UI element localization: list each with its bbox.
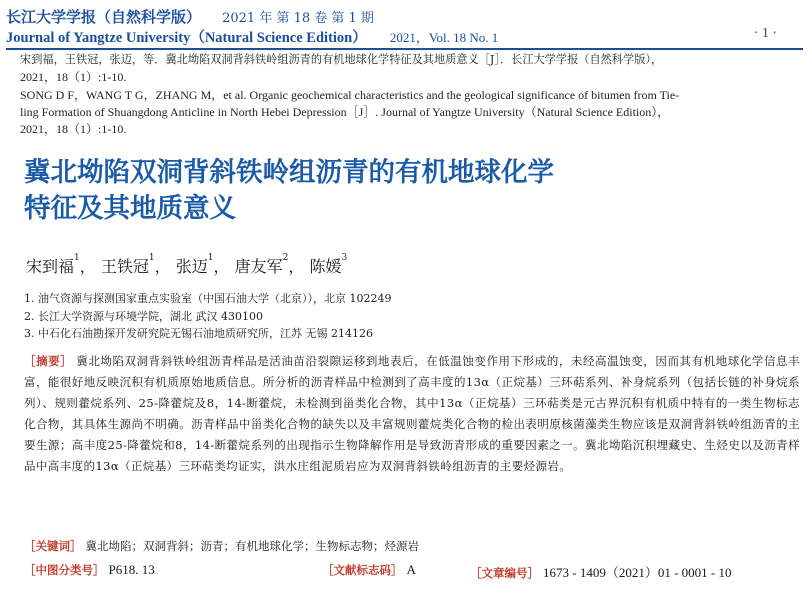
keywords-text: 冀北坳陷；双洞背斜；沥青；有机地球化学；生物标志物；烃源岩 bbox=[85, 539, 419, 553]
journal-header bbox=[6, 4, 803, 46]
clc-number bbox=[24, 562, 155, 578]
affiliation-item: 1. 油气资源与探测国家重点实验室（中国石油大学（北京）），北京 102249 bbox=[24, 292, 392, 305]
journal-name-en: Journal of Yangtze University（Natural Science Edition） bbox=[6, 30, 367, 46]
citation-en-line3: 2021，18（1）:1-10. bbox=[20, 122, 127, 136]
author-affiliation-mark: 1 bbox=[74, 253, 80, 263]
author-affiliation-mark: 1 bbox=[207, 253, 214, 263]
article-number-label: ［文章编号］ bbox=[470, 566, 539, 580]
citation-en-line2: ling Formation of Shuangdong Anticline in North Hebei Depression［J］. Journal of Yangtze University（Natural Science Edition）， bbox=[20, 105, 670, 119]
author-name: 陈媛 bbox=[309, 257, 342, 276]
citation-cn-line1: 宋到福，王铁冠，张迈，等．冀北坳陷双洞背斜铁岭组沥青的有机地球化学特征及其地质意义［J］．长江大学学报（自然科学版）， bbox=[20, 53, 663, 66]
author-separator: ， bbox=[154, 257, 171, 276]
keywords bbox=[24, 538, 419, 554]
affiliation-list bbox=[24, 290, 391, 343]
article-title-line2: 特征及其地质意义 bbox=[24, 193, 236, 224]
citation-cn-line2: 2021，18（1）:1-10. bbox=[20, 70, 127, 84]
document-code-value: A bbox=[406, 562, 416, 577]
author-name: 王铁冠 bbox=[100, 257, 149, 276]
author-name: 张迈 bbox=[175, 257, 208, 276]
author-name: 宋到福 bbox=[26, 257, 75, 276]
article-title-line1: 冀北坳陷双洞背斜铁岭组沥青的有机地球化学 bbox=[24, 157, 554, 188]
article-number bbox=[470, 562, 732, 581]
citation-en-line1: SONG D F，WANG T G，ZHANG M，et al. Organic geochemical characteristics and the geological significance of bitumen from Tie- bbox=[20, 88, 680, 102]
header-divider bbox=[6, 48, 803, 50]
abstract bbox=[24, 351, 800, 477]
clc-label: ［中图分类号］ bbox=[24, 563, 105, 577]
author-affiliation-mark: 3 bbox=[341, 253, 348, 263]
article-number-value: 1673 - 1409（2021）01 - 0001 - 10 bbox=[543, 565, 732, 580]
author-separator: ， bbox=[79, 257, 96, 276]
header-row-cn bbox=[6, 6, 374, 27]
author-separator: ， bbox=[213, 257, 230, 276]
journal-name-cn: 长江大学学报（自然科学版） bbox=[6, 8, 202, 26]
document-code bbox=[322, 562, 416, 578]
author-list bbox=[26, 254, 347, 277]
document-code-label: ［文献标志码］ bbox=[322, 563, 403, 577]
abstract-text: 冀北坳陷双洞背斜铁岭组沥青样品是活油苗沿裂隙运移到地表后，在低温蚀变作用下形成的，未经高温蚀变，因而其有机地球化学信息丰富，能很好地反映沉积有机质原始地质信息。所分析的沥青样品中检测到了高丰度的13α（正烷基）三环萜系列、补身烷系列（包括长链的补身烷系列）、规则藿烷系列、25-降藿烷及8，14-断藿烷，未检测到甾类化合物，其中13α（正烷基）三环萜类是元古界沉积有机质中特有的一类生物标志化合物，其具体生源尚不明确。沥青样品中甾类化合物的缺失以及丰富规则藿烷类化合物的检出表明原核菌藻类生物应该是双洞背斜铁岭组沥青的主要生源；高丰度25-降藿烷和8，14-断藿烷系列的出现指示生物降解作用是导致沥青形成的重要因素之一。冀北坳陷沉积埋藏史、生烃史以及沥青样品中高丰度的13α（正烷基）三环萜类均证实，洪水庄组泥质岩应为双洞背斜铁岭组沥青的主要烃源岩。 bbox=[24, 354, 800, 473]
author-affiliation-mark: 2 bbox=[282, 253, 289, 263]
article-title bbox=[24, 155, 554, 227]
affiliation-item: 2. 长江大学资源与环境学院，湖北 武汉 430100 bbox=[24, 309, 263, 323]
issue-info-en: 2021，Vol. 18 No. 1 bbox=[389, 30, 499, 45]
author-affiliation-mark: 1 bbox=[148, 253, 155, 263]
author-separator: ， bbox=[288, 257, 305, 276]
abstract-label: ［摘要］ bbox=[24, 354, 73, 368]
clc-value: P618. 13 bbox=[108, 562, 155, 577]
page-number: · 1 · bbox=[753, 26, 777, 41]
keywords-label: ［关键词］ bbox=[24, 539, 82, 553]
issue-info-cn: 2021 年 第 18 卷 第 1 期 bbox=[222, 11, 374, 26]
header-row-en bbox=[6, 26, 498, 47]
author-name: 唐友军 bbox=[234, 257, 283, 276]
affiliation-item: 3. 中石化石油勘探开发研究院无锡石油地质研究所，江苏 无锡 214126 bbox=[24, 327, 373, 340]
